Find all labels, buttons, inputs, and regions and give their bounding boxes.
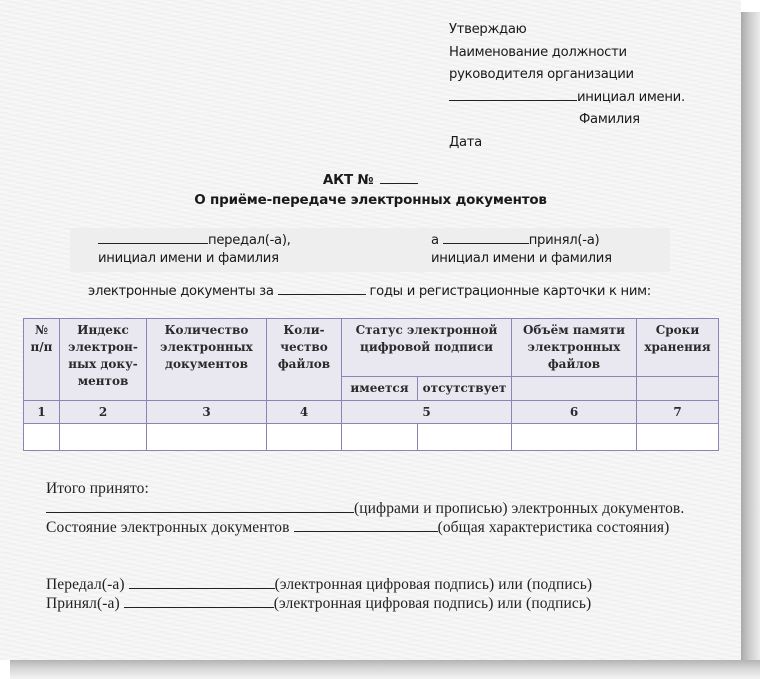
table-cell[interactable]	[418, 424, 512, 451]
column-number: 6	[512, 401, 637, 424]
receiver-hint: инициал имени и фамилия	[431, 251, 612, 266]
sender-hint: инициал имени и фамилия	[98, 251, 279, 266]
table-cell[interactable]	[147, 424, 267, 451]
act-number-label: АКТ №	[322, 172, 374, 188]
act-number-blank[interactable]	[380, 172, 418, 184]
column-numbers-row	[24, 401, 719, 424]
receiver-line	[431, 231, 599, 248]
column-number: 4	[267, 401, 342, 424]
approver-signature-line	[449, 87, 685, 110]
table-row	[24, 424, 719, 451]
table-cell[interactable]	[267, 424, 342, 451]
total-label: Итого принято:	[46, 480, 149, 497]
years-blank[interactable]	[278, 282, 366, 295]
total-line	[46, 499, 684, 518]
column-number: 3	[147, 401, 267, 424]
documents-table	[23, 318, 719, 451]
receiver-prefix: а	[431, 233, 439, 248]
state-hint: (общая характеристика состояния)	[437, 519, 670, 536]
date-label: Дата	[449, 134, 482, 150]
docs-suffix: годы и регистрационные карточки к ним:	[369, 284, 651, 299]
table-cell[interactable]	[60, 424, 147, 451]
state-line	[46, 518, 669, 537]
table-cell[interactable]	[512, 424, 637, 451]
receiver-label: принял(-а)	[528, 233, 600, 248]
position-line-1: Наименование должности	[449, 44, 627, 60]
act-subtitle: О приёме-передаче электронных документов	[194, 192, 547, 208]
receiver-signature-blank[interactable]	[124, 594, 274, 608]
table-cell[interactable]	[342, 424, 418, 451]
sender-signature-line	[46, 575, 592, 594]
column-number: 5	[342, 401, 512, 424]
header-file-count: Коли- чество файлов	[267, 319, 342, 401]
surname-label: Фамилия	[579, 112, 640, 127]
receiver-signature-line	[46, 594, 591, 613]
act-title	[0, 172, 741, 188]
receiver-signature-label: Принял(-а)	[46, 595, 120, 612]
column-number: 2	[60, 401, 147, 424]
page-shadow-right	[741, 12, 760, 679]
receiver-name-blank[interactable]	[443, 231, 529, 244]
header-retention-sub	[637, 377, 719, 401]
receiver-signature-hint: (электронная цифровая подпись) или (подпись)	[273, 595, 592, 612]
header-retention: Сроки хранения	[637, 319, 719, 377]
approve-label: Утверждаю	[449, 22, 527, 37]
table-cell[interactable]	[24, 424, 60, 451]
header-num: № п/п	[24, 319, 60, 401]
approval-block	[449, 19, 685, 154]
table-cell[interactable]	[637, 424, 719, 451]
header-signature-status: Статус электронной цифровой подписи	[342, 319, 512, 377]
position-line-2: руководителя организации	[449, 67, 634, 82]
sender-name-blank[interactable]	[98, 231, 208, 244]
header-signature-present: имеется	[342, 377, 418, 401]
state-label: Состояние электронных документов	[46, 519, 290, 536]
header-memory: Объём памяти электронных файлов	[512, 319, 637, 377]
page-shadow-bottom	[10, 660, 760, 679]
header-memory-sub	[512, 377, 637, 401]
sender-signature-blank[interactable]	[129, 575, 275, 589]
header-doc-count: Количество электронных документов	[147, 319, 267, 401]
docs-prefix: электронные документы за	[88, 284, 274, 299]
sender-signature-label: Передал(-а)	[46, 576, 125, 593]
approver-name-blank[interactable]	[449, 88, 577, 101]
initials-label: инициал имени.	[577, 89, 685, 105]
column-number: 7	[637, 401, 719, 424]
table-header-row	[24, 319, 719, 377]
sender-line	[98, 231, 291, 248]
state-blank[interactable]	[294, 518, 438, 532]
total-hint: (цифрами и прописью) электронных документов.	[354, 500, 685, 517]
header-index: Индекс электрон- ных доку- ментов	[60, 319, 147, 401]
sender-signature-hint: (электронная цифровая подпись) или (подпись)	[274, 576, 593, 593]
column-number: 1	[24, 401, 60, 424]
sender-label: передал(-а),	[208, 233, 291, 248]
total-blank[interactable]	[46, 499, 354, 513]
docs-period-line	[88, 282, 651, 299]
header-signature-absent: отсутствует	[418, 377, 512, 401]
